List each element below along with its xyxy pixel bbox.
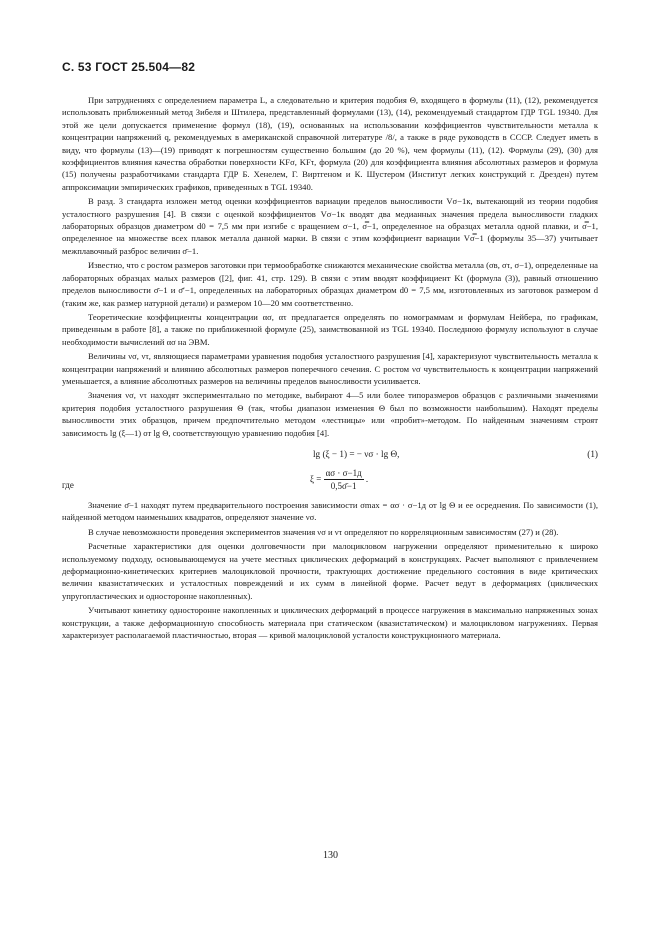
equation-2-label: где <box>62 479 74 490</box>
paragraph: В случае невозможности проведения экспериментов значения νσ и ντ определяют по корреляционным зависимостям (27) и (28). <box>88 526 559 537</box>
page-header: С. 53 ГОСТ 25.504—82 <box>62 60 196 74</box>
paragraph: Величины νσ, ντ, являющиеся параметрами уравнения подобия усталостного разрушения [4], характеризуют чувствительность металла к концентрации напряжений и влиянию абсолютных размеров поперечного сечения. С ростом νσ чувствительность к концентрации напряжений уменьшается, а влияние абсолютных размеров на величины пределов выносливости усиливается. <box>62 351 598 386</box>
paragraph: При затруднениях с определением параметра L, а следовательно и критерия подобия Θ, входящего в формулы (11), (12), рекомендуется использовать приближенный метод Зибеля и Штилера, представленный формулами (13), (14), рекомендуемый стандартом ГДР TGL 19340. Для этой же цели допускается применение формул (18), (19), основанных на использовании коэффициентов чувствительности металла к концентрации напряжений q, рекомендуемых в американской справочной литературе /8/, а также в ряде руководств в СССР. Следует иметь в виду, что формулы (13)—(19) приводят к погрешностям существенно большим (до 20 %), чем формулы (11), (12). Формулы (29), (30) для коэффициентов влияния качества обработки поверхности KFσ, KFτ, формула (20) для коэффициента влияния абсолютных размеров и формула (15) получены разработчиками стандарта ГДР Б. Хенелем, Г. Виртгеном и К. Шустером (Институт легких конструкций г. Дрезден) путем аппроксимации эмпирических графиков, приведенных в TGL 19340. <box>62 95 598 192</box>
equation-2-numerator: ασ · σ−1д <box>324 467 364 480</box>
equation-1-number: (1) <box>587 448 598 459</box>
page-number: 130 <box>323 850 338 861</box>
paragraph: В разд. 3 стандарта изложен метод оценки коэффициентов вариации пределов выносливости Vσ−1к, вытекающий из теории подобия усталостного разрушения [4]. В связи с оценкой коэффициентов Vσ−1к вводят два медианных значения предела выносливости гладких лабораторных образцов диаметром d0 = 7,5 мм при изгибе с вращением σ−1, σ̿−1, определенное на образцах металла одной плавки, и σ̿−1, определенное на множестве всех плавок металла данной марки. В связи с этим коэффициент вариации Vσ̿−1 (формулы 35—37) учитывает межплавочный разброс величин σ̄−1. <box>62 196 598 256</box>
equation-2-denominator: 0,5σ̄−1 <box>330 481 357 492</box>
equation-2-tail: . <box>365 473 369 484</box>
equation-1-expression: lg (ξ − 1) = − νσ · lg Θ, <box>313 448 400 459</box>
paragraph: Значение σ̄−1 находят путем предварительного построения зависимости σmax = ασ · σ−1д от lg Θ и ее осреднения. По зависимости (1), найденной методом наименьших квадратов, определяют значение νσ. <box>62 499 598 523</box>
paragraph: Известно, что с ростом размеров заготовки при термообработке снижаются механические свойства металла (σв, στ, σ−1), определенные на лабораторных образцах малых размеров ([2], фиг. 41, стр. 129). В связи с этим вводят коэффициент Kt (формула (3)), равный отношению пределов выносливости σ̄−1 и σ̄′−1, определенных на лабораторных образцах диаметром d0 = 7,5 мм, изготовленных из заготовок размером d (таким же, как размер натурной детали) и размером 10—20 мм соответственно. <box>62 260 598 308</box>
equation-1 <box>62 441 598 467</box>
equation-2-fraction <box>324 467 364 493</box>
paragraph: Расчетные характеристики для оценки долговечности при малоцикловом нагружении определяют применительно к широко используемому подходу, основывающемуся на учете местных циклических деформаций в конструкциях. Расчет выполняют с привлечением деформационно-кинетических критериев малоцикловой прочности, трактующих достижение предельного состояния в виде критических величин квазистатических и усталостных повреждений и их сумм в линейной форме. Расчет ведут в деформациях (циклических упругопластических и односторонне накопленных). <box>62 541 598 601</box>
equation-2 <box>62 467 598 499</box>
paragraph: Значения νσ, ντ находят экспериментально по методике, выбирают 4—5 или более типоразмеров образцов с различными значениями критерия подобия усталостного разрушения Θ (так, чтобы диапазон изменения Θ был по возможности наибольшим). Находят пределы выносливости этих образцов, причем предпочтительно методом «лестницы» или «пробит»-методом. По найденным значениям строят зависимость lg (ξ—1) от lg Θ, соответствующую уравнению подобия [4]. <box>62 390 598 438</box>
paragraph: Теоретические коэффициенты концентрации ασ, ατ предлагается определять по номограммам и формулам Нейбера, по графикам, приведенным в работе [8], а также по приближенной формуле (25), заимствованной из TGL 19340. Последнюю формулу используют в случае необходимости вычислений ασ на ЭВМ. <box>62 311 598 347</box>
document-body <box>62 94 598 643</box>
equation-2-lhs: ξ = <box>310 473 322 484</box>
equation-2-expression <box>310 467 368 493</box>
paragraph: Учитывают кинетику односторонне накопленных и циклических деформаций в процессе нагружения в максимально напряженных зонах конструкции, а также деформационную способность материала при статическом (квазистатическом) и малоцикловом нагружениях. Первая характеризует располагаемой пластичностью, вторая — кривой малоцикловой усталости конструкционного материала. <box>62 605 598 641</box>
